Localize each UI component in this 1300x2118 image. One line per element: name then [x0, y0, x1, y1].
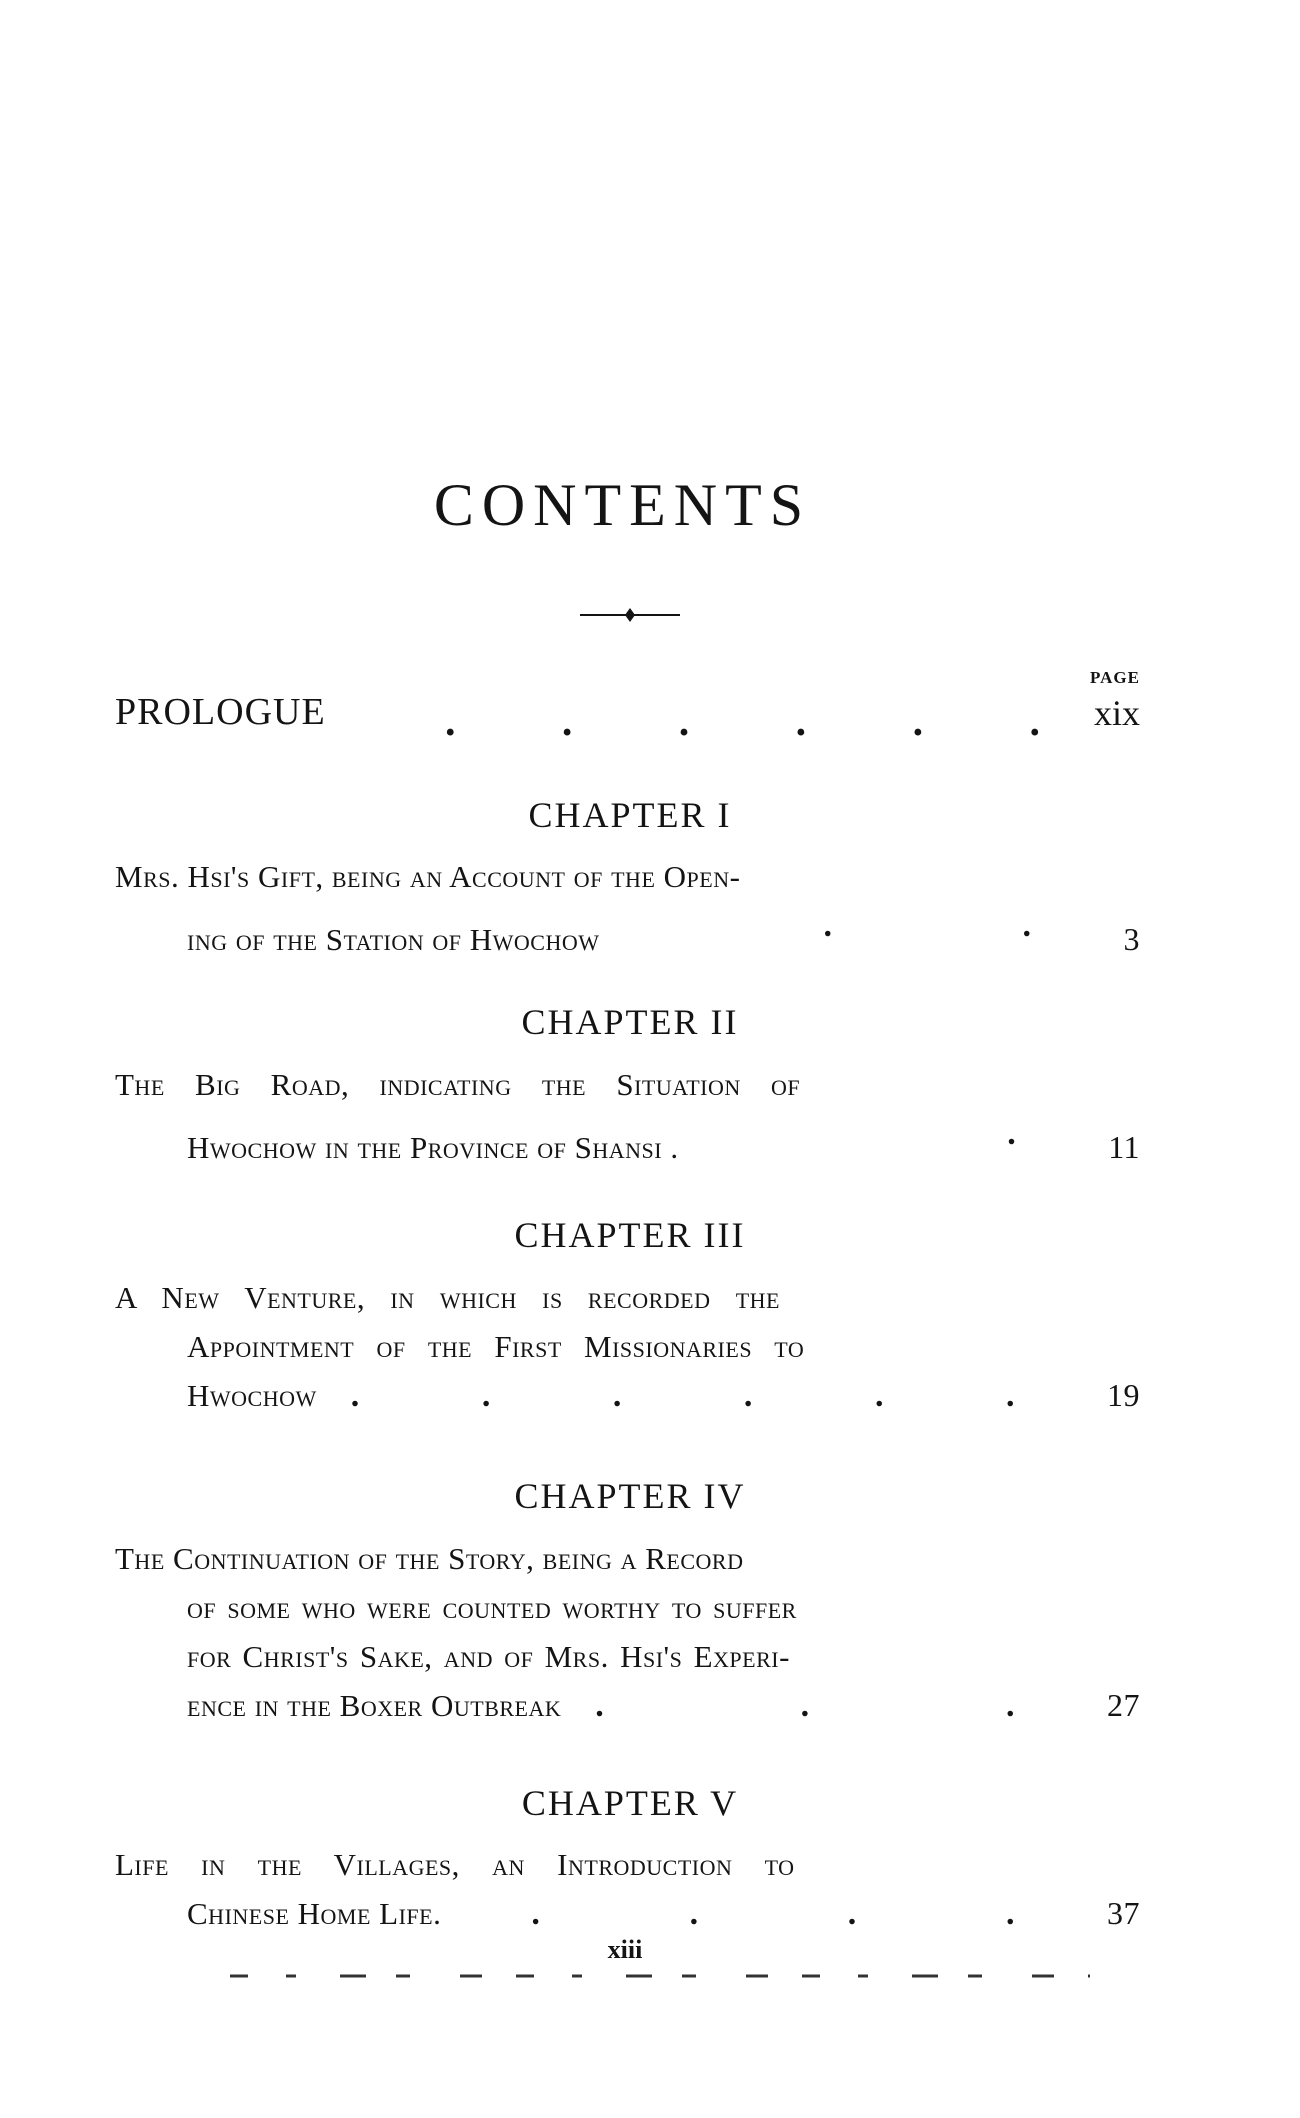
entry-line-text: Hwochow in the Province of Shansi . [187, 1130, 679, 1165]
chapter-page-number: 37 [1107, 1895, 1140, 1931]
page-column-header: PAGE [1090, 668, 1140, 687]
entry-line: Mrs. Hsi's Gift, being an Account of the Open- [115, 859, 741, 894]
dot-leader: . . [823, 907, 1032, 944]
dot-leader: . [1007, 1115, 1017, 1152]
chapter-page-number: 19 [1107, 1377, 1140, 1413]
cut-off-text-line [230, 1973, 1090, 1979]
dot-leader: . . . [595, 1687, 1015, 1724]
toc-entry-chapter-4[interactable] [115, 1534, 1140, 1730]
entry-line: The Big Road, indicating the Situation of [115, 1067, 801, 1102]
chapter-page-number: 3 [1123, 921, 1140, 957]
chapter-heading: CHAPTER IV [514, 1476, 746, 1516]
entry-line-last [115, 1681, 1140, 1730]
toc-entry-chapter-3[interactable] [115, 1273, 1140, 1420]
toc-entry-chapter-5[interactable] [115, 1840, 1140, 1938]
chapter-heading: CHAPTER II [521, 1002, 739, 1042]
entry-line-last [115, 1109, 1140, 1165]
toc-entry-prologue[interactable] [115, 690, 1140, 750]
entry-line: A New Venture, in which is recorded the [115, 1280, 781, 1315]
chapter-heading: CHAPTER I [528, 795, 732, 835]
entry-line-last [115, 1889, 1140, 1938]
entry-line: Appointment of the First Missionaries to [187, 1329, 805, 1364]
chapter-heading: CHAPTER V [521, 1783, 739, 1823]
entry-line-text: ence in the Boxer Outbreak [187, 1688, 562, 1723]
chapter-page-number: 11 [1108, 1129, 1140, 1165]
chapter-heading: CHAPTER III [514, 1215, 746, 1255]
entry-line-text: ing of the Station of Hwochow [187, 922, 600, 957]
entry-line: of some who were counted worthy to suffer [187, 1590, 797, 1625]
toc-entry-chapter-1[interactable] [115, 852, 1140, 957]
ornament-divider [580, 605, 680, 625]
page-title: CONTENTS [433, 472, 812, 538]
chapter-page-number: 27 [1107, 1687, 1140, 1723]
dot-leader: . . . . . . [350, 1377, 1015, 1414]
entry-line-last [115, 901, 1140, 957]
entry-line: Life in the Villages, an Introduction to [115, 1847, 795, 1882]
prologue-label: PROLOGUE [115, 691, 326, 733]
entry-line-text: Hwochow [187, 1378, 317, 1413]
entry-line: The Continuation of the Story, being a Record [115, 1541, 744, 1576]
entry-line: for Christ's Sake, and of Mrs. Hsi's Experi- [187, 1639, 790, 1674]
entry-line-text: Chinese Home Life. [187, 1896, 442, 1931]
page-footer-number: xiii [607, 1935, 643, 1964]
dot-leader: . . . . . . [445, 699, 1040, 745]
entry-line-last [115, 1371, 1140, 1420]
dot-leader: . . . . [531, 1895, 1015, 1932]
prologue-page-number: xix [1093, 693, 1140, 733]
toc-entry-chapter-2[interactable] [115, 1060, 1140, 1165]
